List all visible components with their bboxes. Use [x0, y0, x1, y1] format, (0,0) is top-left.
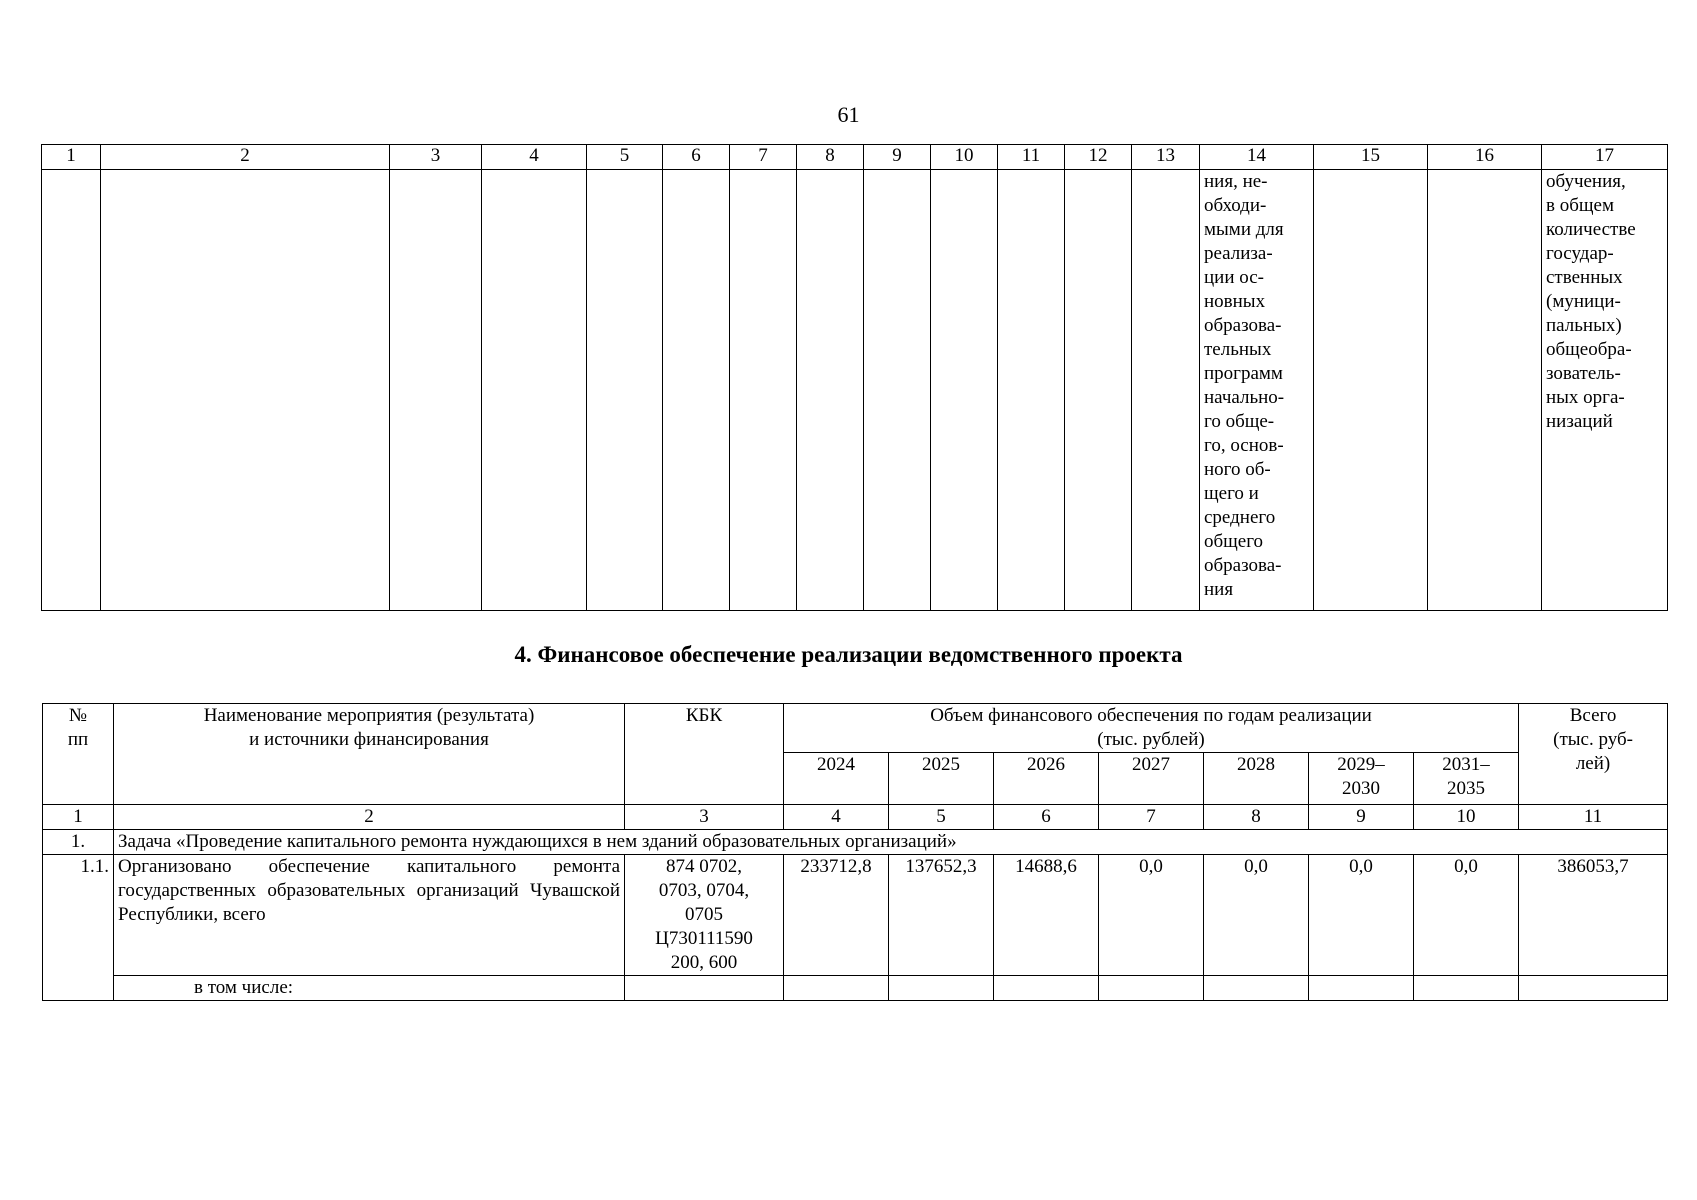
- col-num: 3: [390, 145, 482, 170]
- header-row: [43, 704, 1668, 753]
- cell: [1519, 976, 1668, 1001]
- col-num: 6: [663, 145, 730, 170]
- col-num: 2: [101, 145, 390, 170]
- cell: [482, 170, 587, 611]
- cell: [864, 170, 931, 611]
- col-num: 5: [587, 145, 663, 170]
- cell: [1428, 170, 1542, 611]
- header-year: 2031– 2035: [1414, 753, 1519, 805]
- col-num: 3: [625, 805, 784, 830]
- value-cell: 137652,3: [889, 855, 994, 976]
- col-num: 11: [1519, 805, 1668, 830]
- col-num: 11: [998, 145, 1065, 170]
- task-text: Задача «Проведение капитального ремонта нуждающихся в нем зданий образовательных организаций»: [114, 830, 1668, 855]
- header-kbk: КБК: [625, 704, 784, 805]
- col14-text: ния, не- обходи- мыми для реализа- ции ос- новных образова- тельных программ начально- го обще- го, основ- ного об- щего и среднего общего образова- ния: [1200, 170, 1314, 611]
- column-number-row: [42, 145, 1668, 170]
- header-num: № пп: [43, 704, 114, 805]
- col-num: 17: [1542, 145, 1668, 170]
- total-cell: 386053,7: [1519, 855, 1668, 976]
- col17-text: обучения, в общем количестве государ- ственных (муници- пальных) общеобра- зователь- ных орга- низаций: [1542, 170, 1668, 611]
- cell: [625, 976, 784, 1001]
- cell: [101, 170, 390, 611]
- header-volume: Объем финансового обеспечения по годам реализации (тыс. рублей): [784, 704, 1519, 753]
- cell: [1204, 976, 1309, 1001]
- row-name: Организовано обеспечение капитального ремонта государственных образовательных организаций Чувашской Республики, всего: [114, 855, 625, 976]
- cell: [1414, 976, 1519, 1001]
- cell: [390, 170, 482, 611]
- header-total: Всего (тыс. руб- лей): [1519, 704, 1668, 805]
- col-num: 4: [482, 145, 587, 170]
- header-year: 2028: [1204, 753, 1309, 805]
- value-cell: 0,0: [1099, 855, 1204, 976]
- cell: [1314, 170, 1428, 611]
- table-row: [42, 170, 1668, 611]
- col-num: 7: [730, 145, 797, 170]
- col-num: 9: [864, 145, 931, 170]
- section-title: 4. Финансовое обеспечение реализации ведомственного проекта: [514, 642, 1183, 667]
- col-num: 6: [994, 805, 1099, 830]
- page-number: 61: [837, 102, 860, 127]
- col-num: 9: [1309, 805, 1414, 830]
- col-num: 2: [114, 805, 625, 830]
- cell: [1099, 976, 1204, 1001]
- col-num: 13: [1132, 145, 1200, 170]
- cell: [663, 170, 730, 611]
- col-num: 8: [797, 145, 864, 170]
- cell: [42, 170, 101, 611]
- value-cell: 14688,6: [994, 855, 1099, 976]
- cell: [889, 976, 994, 1001]
- col-num: 8: [1204, 805, 1309, 830]
- table-row: [43, 855, 1668, 976]
- cell: [797, 170, 864, 611]
- cell: [931, 170, 998, 611]
- col-num: 16: [1428, 145, 1542, 170]
- cell: [730, 170, 797, 611]
- value-cell: 233712,8: [784, 855, 889, 976]
- header-name: Наименование мероприятия (результата) и источники финансирования: [114, 704, 625, 805]
- task-num: 1.: [43, 830, 114, 855]
- col-num: 1: [43, 805, 114, 830]
- col-num: 14: [1200, 145, 1314, 170]
- col-num: 1: [42, 145, 101, 170]
- header-year: 2025: [889, 753, 994, 805]
- continuation-table: [41, 144, 1668, 611]
- col-num: 7: [1099, 805, 1204, 830]
- header-year: 2027: [1099, 753, 1204, 805]
- task-row: [43, 830, 1668, 855]
- sub-row: [43, 976, 1668, 1001]
- header-year: 2024: [784, 753, 889, 805]
- cell: [784, 976, 889, 1001]
- header-year: 2029– 2030: [1309, 753, 1414, 805]
- cell: [1065, 170, 1132, 611]
- sub-row-label: в том числе:: [114, 976, 625, 1001]
- col-num: 4: [784, 805, 889, 830]
- col-num: 10: [931, 145, 998, 170]
- row-kbk: 874 0702, 0703, 0704, 0705 Ц730111590 200, 600: [625, 855, 784, 976]
- cell: [1309, 976, 1414, 1001]
- col-num: 12: [1065, 145, 1132, 170]
- cell: [587, 170, 663, 611]
- col-num: 15: [1314, 145, 1428, 170]
- cell: [998, 170, 1065, 611]
- col-num: 10: [1414, 805, 1519, 830]
- header-year: 2026: [994, 753, 1099, 805]
- row-num: 1.1.: [43, 855, 114, 1001]
- column-number-row: [43, 805, 1668, 830]
- value-cell: 0,0: [1204, 855, 1309, 976]
- value-cell: 0,0: [1414, 855, 1519, 976]
- cell: [1132, 170, 1200, 611]
- cell: [994, 976, 1099, 1001]
- col-num: 5: [889, 805, 994, 830]
- financing-table: [42, 703, 1668, 1001]
- value-cell: 0,0: [1309, 855, 1414, 976]
